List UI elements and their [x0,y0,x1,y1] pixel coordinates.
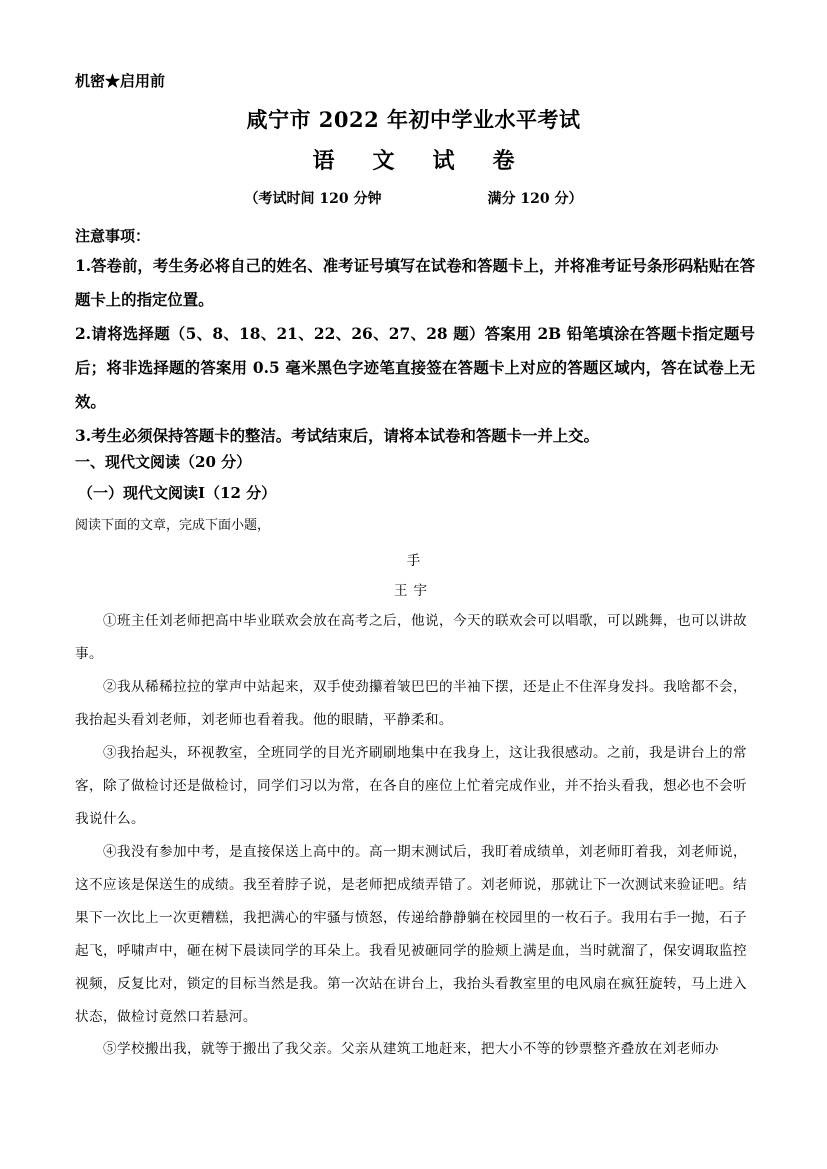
section-heading: 一、现代文阅读（20 分） [75,453,252,471]
notice-item: 1.答卷前，考生务必将自己的姓名、准考证号填写在试卷和答题卡上，并将准考证号条形码粘贴在答题卡上的指定位置。 [75,257,755,309]
secret-mark: 机密★启用前 [75,72,166,90]
notice-item: 2.请将选择题（5、8、18、21、22、26、27、28 题）答案用 2B 铅笔填涂在答题卡指定题号后；将非选择题的答案用 0.5 毫米黑色字迹笔直接签在答题卡上对应的答题区域内，答在试卷上无效。 [75,325,755,411]
exam-title: 咸宁市 2022 年初中学业水平考试 [246,107,581,132]
article-paragraph: ⑤学校搬出我，就等于搬出了我父亲。父亲从建筑工地赶来，把大小不等的钞票整齐叠放在刘老师办 [103,1041,719,1057]
article-title: 手 [406,553,421,569]
article-paragraph: ④我没有参加中考，是直接保送上高中的。高一期末测试后，我盯着成绩单，刘老师盯着我，刘老师说，这不应该是保送生的成绩。我至着脖子说，是老师把成绩弄错了。刘老师说，那就让下一次测试来验证吧。结果下一次比上一次更糟糕，我把满心的牢骚与愤怒，传递给静静躺在校园里的一枚石子。我用右手一抛，石子起飞，呼啸声中，砸在树下晨读同学的耳朵上。我看见被砸同学的脸颊上满是血，当时就溜了，保安调取监控视频，反复比对，锁定的目标当然是我。第一次站在讲台上，我抬头看教室里的电风扇在疯狂旋转，马上进入状态，做检讨竟然口若悬河。 [75,844,747,1025]
subject-title [0,144,827,175]
notice-item: 3.考生必须保持答题卡的整洁。考试结束后，请将本试卷和答题卡一并上交。 [75,427,599,445]
subject-char: 文 [372,148,395,174]
article-author: 王宇 [394,583,433,599]
article-paragraph: ②我从稀稀拉拉的掌声中站起来，双手使劲攥着皱巴巴的半袖下摆，还是止不住浑身发抖。我啥都不会，我抬起头看刘老师，刘老师也看着我。他的眼睛，平静柔和。 [75,679,747,728]
article-paragraph: ③我抬起头，环视教室，全班同学的目光齐刷刷地集中在我身上，这让我很感动。之前，我是讲台上的常客，除了做检讨还是做检讨，同学们习以为常，在各自的座位上忙着完成作业，并不抬头看我，想必也不会听我说什么。 [75,745,747,827]
subject-char: 试 [432,148,455,174]
exam-duration: （考试时间 120 分钟 [244,191,382,207]
reading-instruction: 阅读下面的文章，完成下面小题， [75,518,271,533]
subject-char: 卷 [492,148,515,174]
exam-full-score: 满分 120 分） [487,191,583,207]
exam-time-info [0,188,827,208]
article-paragraph: ①班主任刘老师把高中毕业联欢会放在高考之后，他说，今天的联欢会可以唱歌，可以跳舞，也可以讲故事。 [75,613,747,662]
subsection-heading: （一）现代文阅读Ⅰ（12 分） [78,484,277,502]
subject-char: 语 [312,148,335,174]
notice-heading: 注意事项： [75,227,151,245]
